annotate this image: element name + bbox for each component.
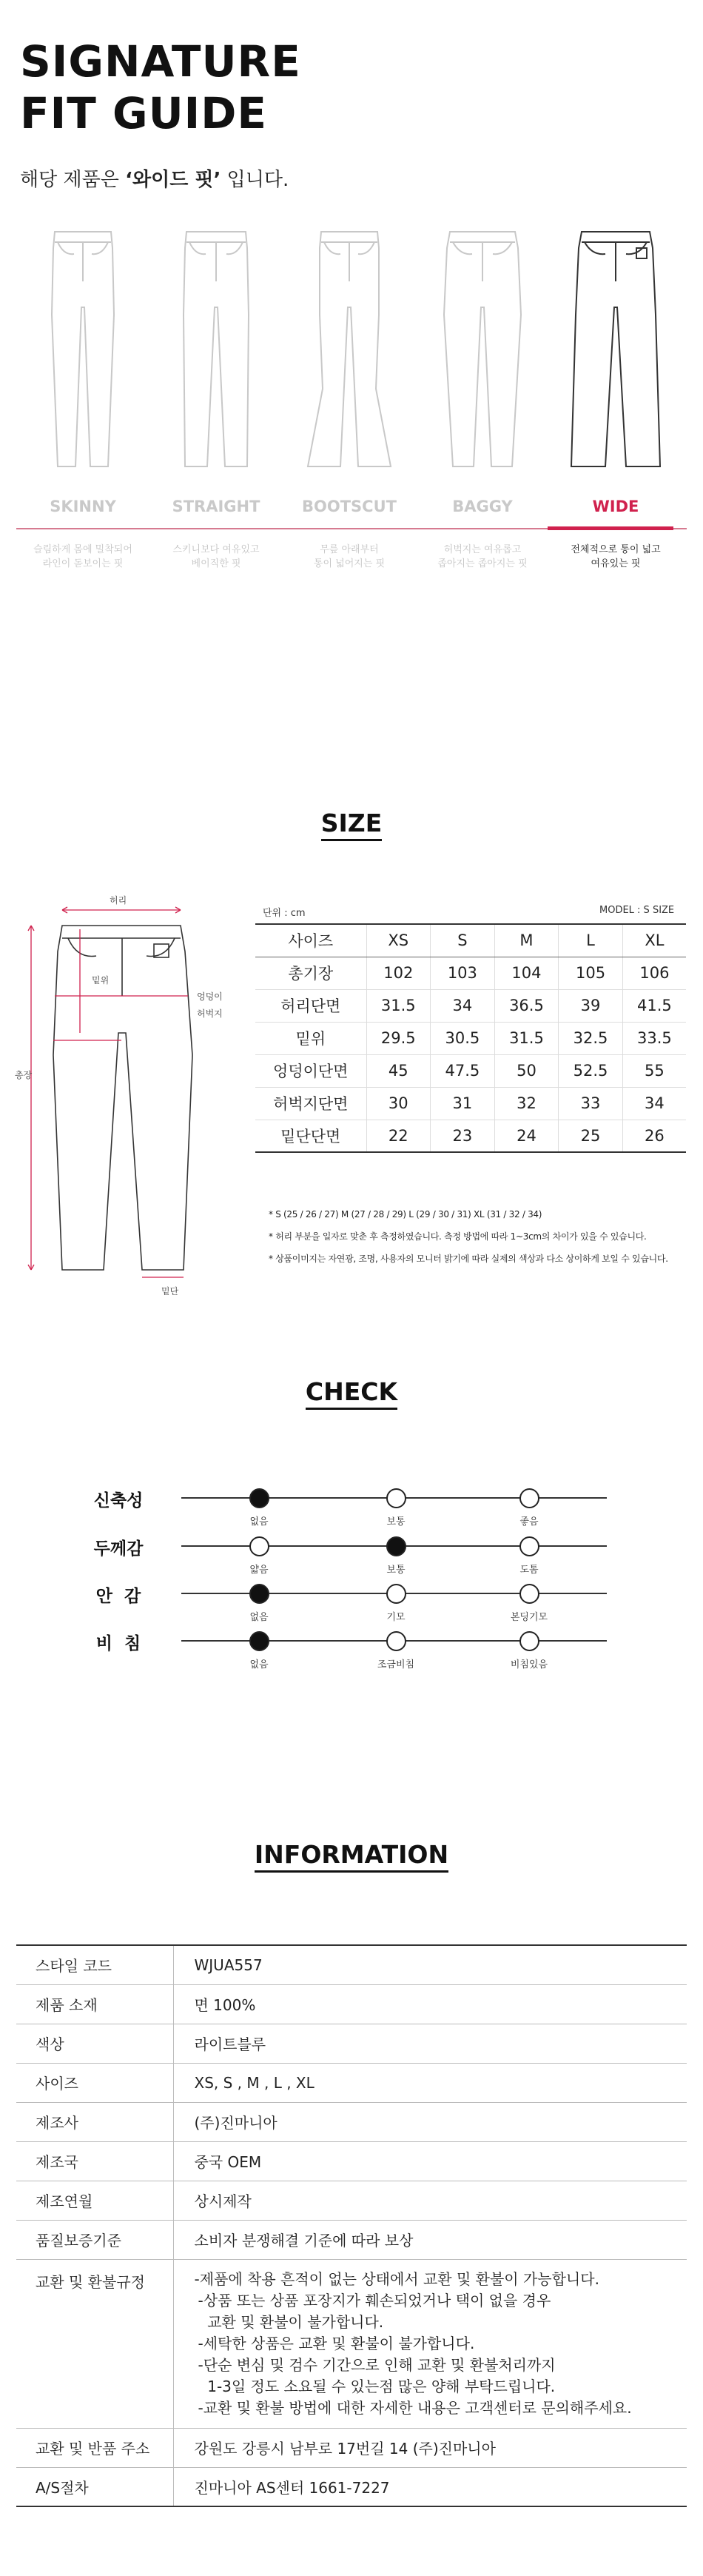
check-row: [0, 1630, 703, 1674]
information-table: [16, 1944, 687, 2507]
size-cell: 밑단단면: [255, 1120, 366, 1152]
fit-desc-line: 라인이 돋보이는 핏: [42, 558, 124, 569]
table-row: [255, 989, 686, 1022]
check-caption: 기모: [386, 1612, 406, 1623]
table-row: [16, 2024, 687, 2063]
info-key: 색상: [16, 2024, 173, 2063]
label-rise: 밑위: [92, 975, 110, 986]
fit-desc-line: 무릎 아래부터: [320, 544, 379, 555]
size-cell: 23: [431, 1120, 495, 1152]
check-caption: 조금비침: [377, 1659, 415, 1670]
size-cell: 47.5: [431, 1054, 495, 1087]
exchange-line: -제품에 착용 흔적이 없는 상태에서 교환 및 환불이 가능합니다.: [194, 2269, 599, 2288]
size-cell: 105: [559, 957, 623, 989]
fit-desc-line: 통이 넓어지는 핏: [313, 558, 386, 569]
label-thigh: 허벅지: [197, 1008, 223, 1019]
check-dot: [386, 1631, 406, 1651]
check-label: 신축성: [93, 1491, 144, 1511]
fit-illustrations: [0, 226, 703, 478]
check-label: 비 침: [95, 1634, 141, 1653]
check-caption: 없음: [249, 1612, 269, 1623]
check-row: [0, 1582, 703, 1627]
check-caption: 보통: [386, 1516, 406, 1528]
check-caption: 비침있음: [510, 1659, 548, 1670]
check-dot: [249, 1536, 269, 1556]
exchange-line: -세탁한 상품은 교환 및 환불이 불가합니다.: [198, 2334, 475, 2352]
info-value: 라이트블루: [173, 2024, 687, 2063]
size-cell: 22: [366, 1120, 431, 1152]
measurement-diagram: [16, 885, 246, 1299]
size-cell: 31.5: [366, 989, 431, 1022]
size-cell: 밑위: [255, 1022, 366, 1054]
size-notes: [269, 1203, 668, 1270]
table-row: [255, 1087, 686, 1120]
baggy-jeans-icon: [416, 226, 549, 481]
size-cell: 25: [559, 1120, 623, 1152]
size-header-cell: XL: [622, 924, 686, 957]
size-cell: 104: [494, 957, 559, 989]
check-dot: [386, 1584, 406, 1604]
table-row: [255, 957, 686, 989]
check-caption: 없음: [249, 1659, 269, 1670]
size-header-cell: XS: [366, 924, 431, 957]
fit-desc-wide: [549, 543, 682, 571]
size-note-color: * 상품이미지는 자연광, 조명, 사용자의 모니터 밝기에 따라 실제의 색상과 다소 상이하게 보일 수 있습니다.: [269, 1254, 668, 1264]
size-cell: 총기장: [255, 957, 366, 989]
fit-label-bootscut: BOOTSCUT: [302, 498, 397, 515]
size-cell: 45: [366, 1054, 431, 1087]
table-row: [255, 1022, 686, 1054]
info-key: 교환 및 환불규정: [16, 2259, 173, 2428]
size-cell: 26: [622, 1120, 686, 1152]
fit-desc-skinny: [16, 543, 149, 571]
skinny-jeans-icon: [16, 226, 149, 481]
size-header-cell: 사이즈: [255, 924, 366, 957]
exchange-line: -단순 변심 및 검수 기간으로 인해 교환 및 환불처리까지: [198, 2355, 556, 2374]
fit-desc-line: 좁아지는 좁아지는 핏: [437, 558, 528, 569]
size-cell: 106: [622, 957, 686, 989]
subtitle-fit-name: ‘와이드 핏’: [125, 169, 221, 191]
exchange-line: 교환 및 환불이 불가합니다.: [198, 2312, 384, 2331]
fit-guide-title-line2: FIT GUIDE: [20, 88, 268, 138]
label-hip: 엉덩이: [197, 991, 223, 1002]
size-cell: 36.5: [494, 989, 559, 1022]
size-table: [255, 923, 686, 1153]
table-row: [16, 2220, 687, 2259]
exchange-line: -교환 및 환불 방법에 대한 자세한 내용은 고객센터로 문의해주세요.: [198, 2398, 632, 2417]
check-row: [0, 1487, 703, 1531]
fit-desc-straight: [149, 543, 283, 571]
exchange-line: -상품 또는 상품 포장지가 훼손되었거나 택이 없을 경우: [198, 2291, 551, 2309]
size-cell: 50: [494, 1054, 559, 1087]
size-header-cell: M: [494, 924, 559, 957]
info-value: WJUA557: [173, 1945, 687, 1984]
wide-jeans-icon: [549, 226, 682, 481]
fit-desc-baggy: [416, 543, 549, 571]
size-cell: 31.5: [494, 1022, 559, 1054]
check-caption: 없음: [249, 1516, 269, 1528]
check-dot-selected: [386, 1536, 406, 1556]
check-dot: [519, 1631, 539, 1651]
info-key: 사이즈: [16, 2063, 173, 2102]
exchange-policy: [173, 2259, 687, 2428]
check-dot: [519, 1584, 539, 1604]
table-row: [16, 2467, 687, 2506]
size-cell: 55: [622, 1054, 686, 1087]
table-row: [16, 2102, 687, 2141]
fit-desc-line: 슬림하게 몸에 밀착되어: [33, 544, 132, 555]
check-caption: 보통: [386, 1565, 406, 1576]
size-cell: 39: [559, 989, 623, 1022]
size-cell: 허벅지단면: [255, 1087, 366, 1120]
size-cell: 41.5: [622, 989, 686, 1022]
fit-desc-line: 허벅지는 여유롭고: [443, 544, 522, 555]
table-row: [16, 2063, 687, 2102]
table-row: [16, 1984, 687, 2024]
fit-label-straight: STRAIGHT: [172, 498, 260, 515]
info-key: 제품 소재: [16, 1984, 173, 2024]
fit-desc-line: 스키니보다 여유있고: [172, 544, 260, 555]
info-value: XS, S , M , L , XL: [173, 2063, 687, 2102]
size-cell: 32: [494, 1087, 559, 1120]
table-row: [16, 1945, 687, 1984]
label-hem: 밑단: [161, 1286, 179, 1297]
table-row: [16, 2259, 687, 2428]
size-cell: 34: [622, 1087, 686, 1120]
bootscut-jeans-icon: [283, 226, 416, 481]
size-table-header: [255, 924, 686, 957]
size-cell: 31: [431, 1087, 495, 1120]
check-section-title: [0, 1377, 703, 1406]
check-label: 두께감: [93, 1539, 144, 1559]
check-dot: [519, 1536, 539, 1556]
subtitle-suffix: 입니다.: [221, 169, 289, 191]
size-cell: 102: [366, 957, 431, 989]
info-value: 상시제작: [173, 2181, 687, 2220]
fit-active-indicator: [548, 526, 673, 530]
size-cell: 103: [431, 957, 495, 989]
size-cell: 33: [559, 1087, 623, 1120]
fit-desc-line: 베이직한 핏: [191, 558, 241, 569]
info-value: 강원도 강릉시 남부로 17번길 14 (주)진마니아: [173, 2428, 687, 2467]
fit-guide-subtitle: [20, 164, 289, 192]
size-cell: 30.5: [431, 1022, 495, 1054]
table-row: [16, 2141, 687, 2181]
size-header-cell: L: [559, 924, 623, 957]
table-row: [16, 2181, 687, 2220]
check-dot-selected: [249, 1584, 269, 1604]
size-cell: 엉덩이단면: [255, 1054, 366, 1087]
size-note-measure: * 허리 부분을 일자로 맞춘 후 측정하였습니다. 측정 방법에 따라 1~3cm의 차이가 있을 수 있습니다.: [269, 1231, 647, 1242]
size-title-text: SIZE: [321, 809, 383, 841]
size-unit: 단위 : cm: [263, 908, 306, 919]
fit-label-skinny: SKINNY: [50, 498, 116, 515]
fit-desc-bootscut: [283, 543, 416, 571]
fit-guide-title-line1: SIGNATURE: [20, 36, 301, 87]
fit-desc-line: 전체적으로 통이 넓고: [571, 544, 661, 555]
info-value: 소비자 분쟁해결 기준에 따라 보상: [173, 2220, 687, 2259]
info-key: 품질보증기준: [16, 2220, 173, 2259]
check-dot-selected: [249, 1631, 269, 1651]
size-cell: 33.5: [622, 1022, 686, 1054]
check-dot: [519, 1488, 539, 1508]
size-note-sizes: * S (25 / 26 / 27) M (27 / 28 / 29) L (29 / 30 / 31) XL (31 / 32 / 34): [269, 1209, 542, 1220]
check-dot-selected: [249, 1488, 269, 1508]
check-title-text: CHECK: [306, 1377, 397, 1410]
straight-jeans-icon: [149, 226, 283, 481]
exchange-line: 1-3일 정도 소요될 수 있는점 많은 양해 부탁드립니다.: [198, 2377, 556, 2395]
table-row: [16, 2428, 687, 2467]
info-value: 진마니아 AS센터 1661-7227: [173, 2467, 687, 2506]
info-key: 스타일 코드: [16, 1945, 173, 1984]
size-cell: 29.5: [366, 1022, 431, 1054]
size-model: MODEL : S SIZE: [599, 905, 675, 916]
label-waist: 허리: [110, 895, 127, 906]
info-key: A/S절차: [16, 2467, 173, 2506]
fit-label-baggy: BAGGY: [452, 498, 513, 515]
info-key: 제조국: [16, 2141, 173, 2181]
info-value: 면 100%: [173, 1984, 687, 2024]
size-cell: 32.5: [559, 1022, 623, 1054]
fit-label-wide: WIDE: [592, 498, 639, 515]
info-value: 중국 OEM: [173, 2141, 687, 2181]
table-row: [255, 1054, 686, 1087]
info-key: 제조연월: [16, 2181, 173, 2220]
check-row: [0, 1535, 703, 1579]
size-cell: 허리단면: [255, 989, 366, 1022]
table-row: [255, 1120, 686, 1152]
size-cell: 34: [431, 989, 495, 1022]
check-caption: 본딩기모: [510, 1612, 548, 1623]
check-dot: [386, 1488, 406, 1508]
info-key: 교환 및 반품 주소: [16, 2428, 173, 2467]
check-label: 안 감: [95, 1587, 141, 1606]
size-cell: 24: [494, 1120, 559, 1152]
check-caption: 도톰: [519, 1565, 539, 1576]
fit-desc-line: 여유있는 핏: [591, 558, 641, 569]
information-title-text: INFORMATION: [255, 1840, 448, 1873]
information-section-title: [0, 1840, 703, 1869]
size-header-cell: S: [431, 924, 495, 957]
size-cell: 52.5: [559, 1054, 623, 1087]
info-value: (주)진마니아: [173, 2102, 687, 2141]
check-caption: 좋음: [519, 1516, 539, 1528]
subtitle-prefix: 해당 제품은: [20, 169, 126, 191]
label-length: 총장: [15, 1070, 33, 1080]
check-caption: 얇음: [249, 1565, 269, 1576]
info-key: 제조사: [16, 2102, 173, 2141]
size-cell: 30: [366, 1087, 431, 1120]
fit-guide-title: [20, 36, 301, 139]
size-section-title: [0, 809, 703, 837]
